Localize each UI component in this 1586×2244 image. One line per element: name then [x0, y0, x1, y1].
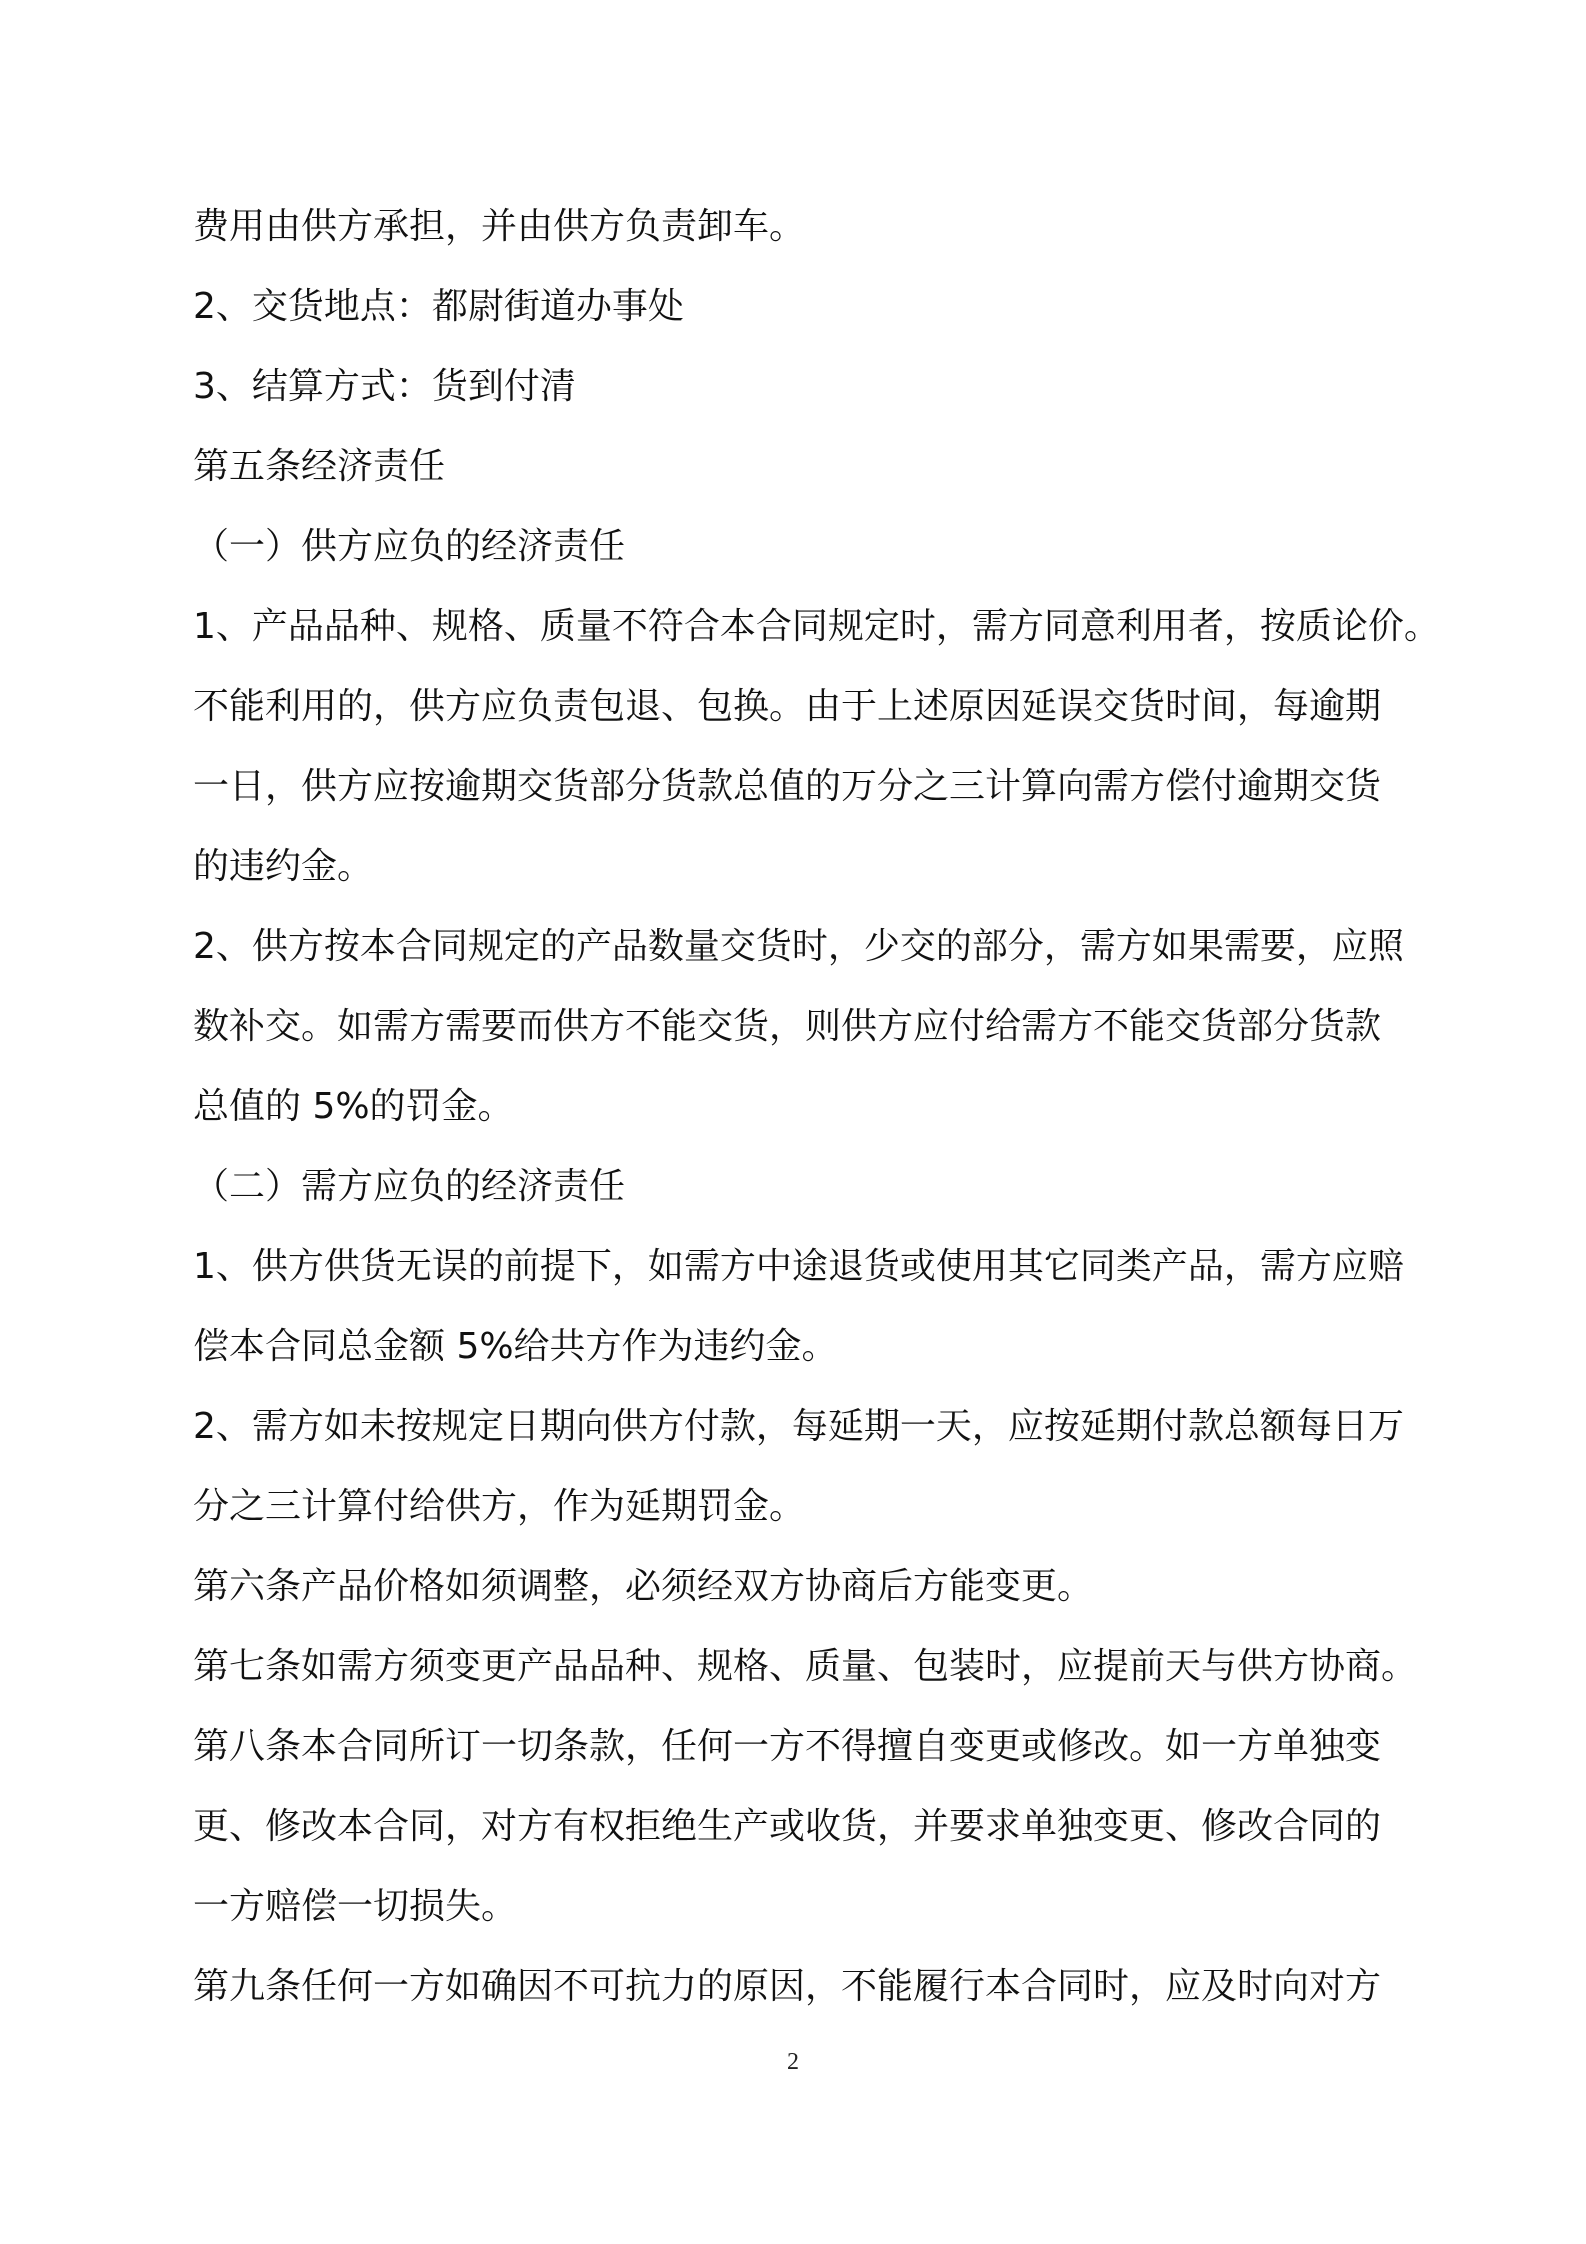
- text-line: 费用由供方承担，并由供方负责卸车。: [193, 206, 806, 247]
- page-number: 2: [787, 2049, 799, 2075]
- text-line: 一方赔偿一切损失。: [193, 1886, 518, 1927]
- section-heading: 第五条经济责任: [193, 446, 446, 487]
- text-line: 更、修改本合同，对方有权拒绝生产或收货，并要求单独变更、修改合同的: [193, 1806, 1382, 1847]
- text-line: 不能利用的，供方应负责包退、包换。由于上述原因延误交货时间，每逾期: [193, 686, 1382, 727]
- text-line: 第九条任何一方如确因不可抗力的原因，不能履行本合同时，应及时向对方: [193, 1966, 1382, 2007]
- subsection-heading: （二）需方应负的经济责任: [193, 1166, 626, 1207]
- text-line: 总值的 5%的罚金。: [193, 1086, 514, 1127]
- text-line: 偿本合同总金额 5%给共方作为违约金。: [193, 1326, 838, 1367]
- subsection-heading: （一）供方应负的经济责任: [193, 526, 626, 567]
- text-line: 一日，供方应按逾期交货部分货款总值的万分之三计算向需方偿付逾期交货: [193, 766, 1382, 807]
- text-line: 第七条如需方须变更产品品种、规格、质量、包装时，应提前天与供方协商。: [193, 1646, 1418, 1687]
- text-line: 1、供方供货无误的前提下，如需方中途退货或使用其它同类产品，需方应赔: [193, 1246, 1404, 1287]
- text-line: 第六条产品价格如须调整，必须经双方协商后方能变更。: [193, 1566, 1094, 1607]
- text-line: 数补交。如需方需要而供方不能交货，则供方应付给需方不能交货部分货款: [193, 1006, 1382, 1047]
- text-line: 第八条本合同所订一切条款，任何一方不得擅自变更或修改。如一方单独变: [193, 1726, 1382, 1767]
- text-line: 2、供方按本合同规定的产品数量交货时，少交的部分，需方如果需要，应照: [193, 926, 1404, 967]
- text-line: 1、产品品种、规格、质量不符合本合同规定时，需方同意利用者，按质论价。: [193, 606, 1440, 647]
- text-line: 的违约金。: [193, 846, 374, 887]
- text-line: 3、结算方式：货到付清: [193, 366, 576, 407]
- text-line: 2、需方如未按规定日期向供方付款，每延期一天，应按延期付款总额每日万: [193, 1406, 1404, 1447]
- text-line: 2、交货地点：都尉街道办事处: [193, 286, 684, 327]
- text-line: 分之三计算付给供方，作为延期罚金。: [193, 1486, 806, 1527]
